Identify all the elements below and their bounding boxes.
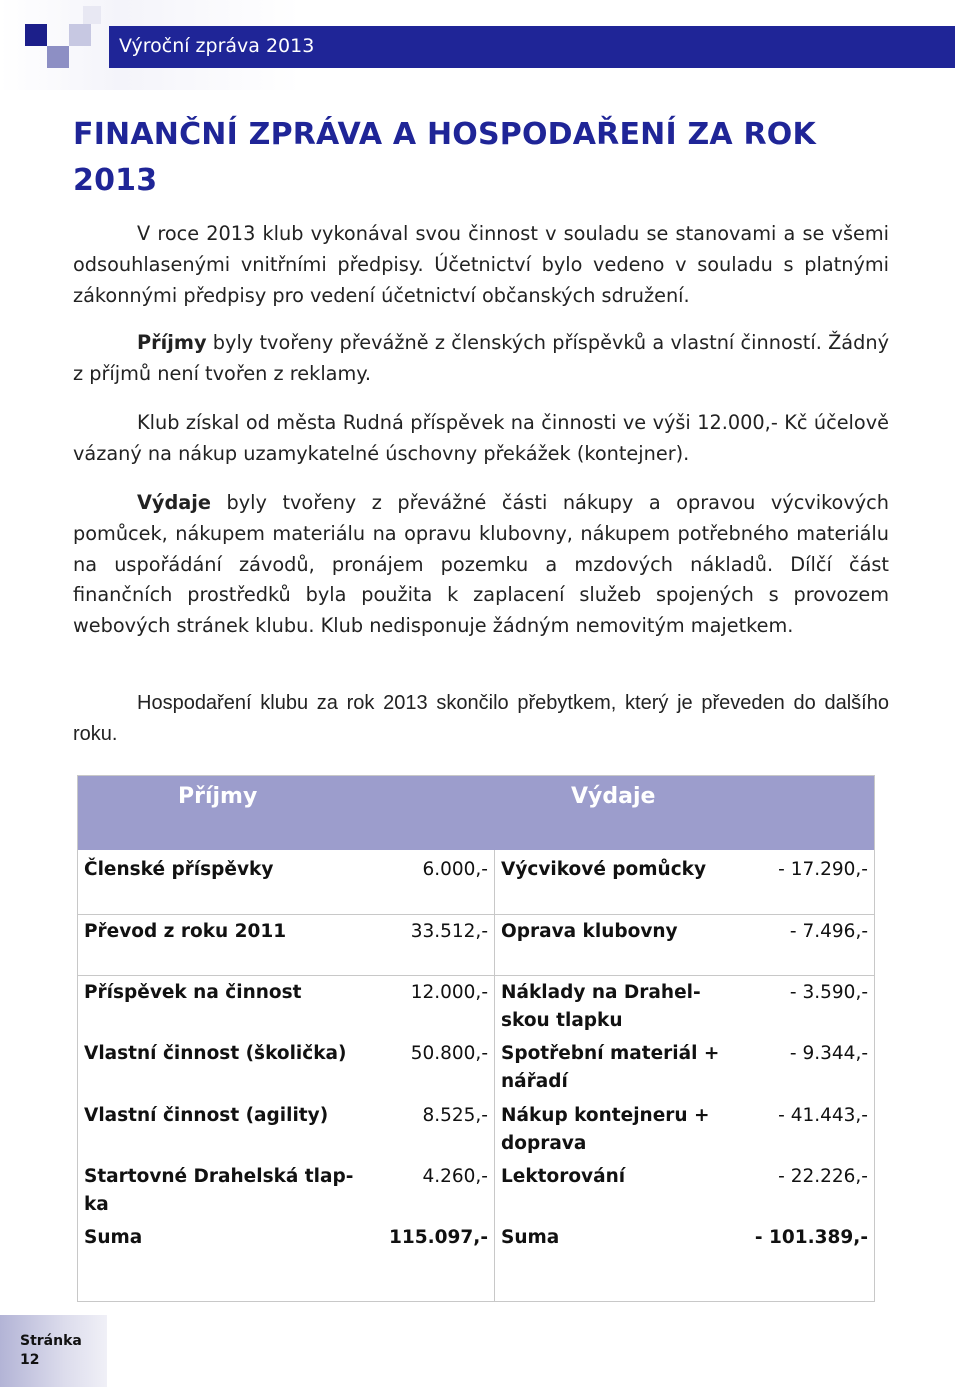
expense-value: - 41.443,-: [778, 1105, 868, 1126]
table-row-divider: [78, 975, 874, 976]
expense-sum-value: - 101.389,-: [754, 1227, 868, 1248]
expense-sum-label: Suma: [501, 1227, 560, 1248]
income-value: 50.800,-: [410, 1043, 488, 1064]
header-square-decoration: [83, 6, 101, 24]
table-header: [78, 776, 874, 850]
income-value: 33.512,-: [410, 921, 488, 942]
table-header-expense: Výdaje: [571, 784, 656, 809]
table-header-income: Příjmy: [178, 784, 258, 809]
income-label: Startovné Drahelská tlap-ka: [84, 1166, 354, 1215]
header-title: Výroční zpráva 2013: [119, 35, 315, 57]
header-square-decoration: [69, 24, 91, 46]
page-number: 12: [20, 1352, 40, 1368]
page-title: FINANČNÍ ZPRÁVA A HOSPODAŘENÍ ZA ROK 2013: [73, 117, 816, 198]
income-label: Převod z roku 2011: [84, 921, 287, 942]
expense-label: Výcvikové pomůcky: [501, 859, 707, 880]
paragraph-result: [73, 688, 889, 750]
header-square-decoration: [47, 46, 69, 68]
expense-value: - 22.226,-: [778, 1166, 868, 1187]
income-label: Vlastní činnost (agility): [84, 1105, 329, 1126]
income-keyword: Příjmy: [137, 331, 207, 354]
expense-value: - 7.496,-: [789, 921, 868, 942]
income-value: 4.260,-: [422, 1166, 488, 1187]
paragraph-income-text: byly tvořeny převážně z členských příspěvků a vlastní činností. Žádný z příjmů není tvořen z reklamy.: [73, 331, 889, 385]
income-label: Vlastní činnost (školička): [84, 1043, 347, 1064]
table-row-divider: [78, 914, 874, 915]
income-label: Příspěvek na činnost: [84, 982, 302, 1003]
expense-value: - 17.290,-: [778, 859, 868, 880]
paragraph-income: [73, 328, 889, 390]
header-bar: [109, 26, 955, 68]
paragraph-intro: [73, 219, 889, 311]
paragraph-intro-text: V roce 2013 klub vykonával svou činnost v souladu se stanovami a se všemi odsouhlasenými vnitřními předpisy. Účetnictví bylo vedeno v souladu s platnými zákonnými předpisy pro vedení účetnictví občanských sdružení.: [73, 222, 889, 307]
expense-label: Nákup kontejneru + doprava: [501, 1105, 710, 1154]
income-label: Členské příspěvky: [84, 859, 274, 880]
expense-value: - 9.344,-: [789, 1043, 868, 1064]
expense-value: - 3.590,-: [789, 982, 868, 1003]
paragraph-result-text: Hospodaření klubu za rok 2013 skončilo přebytkem, který je převeden do dalšího roku.: [73, 692, 889, 745]
paragraph-expenses: [73, 488, 889, 642]
income-value: 12.000,-: [410, 982, 488, 1003]
expense-label: Spotřební materiál + nářadí: [501, 1043, 720, 1092]
finance-table: [77, 775, 875, 1302]
income-value: 6.000,-: [422, 859, 488, 880]
table-column-divider: [494, 850, 495, 1301]
page-label: Stránka: [20, 1333, 82, 1349]
paragraph-expenses-text: byly tvořeny z převážné části nákupy a opravou výcvikových pomůcek, nákupem materiálu na opravu klubovny, nákupem potřebného materiálu na uspořádání závodů, pronájem pozemku a mzdových nákladů. Dílčí část finančních prostředků byla použita k zaplacení služeb spojených s provozem webových stránek klubu. Klub nedisponuje žádným nemovitým majetkem.: [73, 491, 889, 638]
header-square-decoration: [25, 24, 47, 46]
income-sum-label: Suma: [84, 1227, 143, 1248]
expense-label: Náklady na Drahel-skou tlapku: [501, 982, 701, 1031]
paragraph-grant: [73, 408, 889, 470]
expenses-keyword: Výdaje: [137, 491, 211, 514]
expense-label: Oprava klubovny: [501, 921, 678, 942]
income-sum-value: 115.097,-: [389, 1227, 488, 1248]
income-value: 8.525,-: [422, 1105, 488, 1126]
page-footer: [0, 1315, 107, 1387]
expense-label: Lektorování: [501, 1166, 626, 1187]
paragraph-grant-text: Klub získal od města Rudná příspěvek na činnosti ve výši 12.000,- Kč účelově vázaný na nákup uzamykatelné úschovny překážek (kontejner).: [73, 411, 889, 465]
